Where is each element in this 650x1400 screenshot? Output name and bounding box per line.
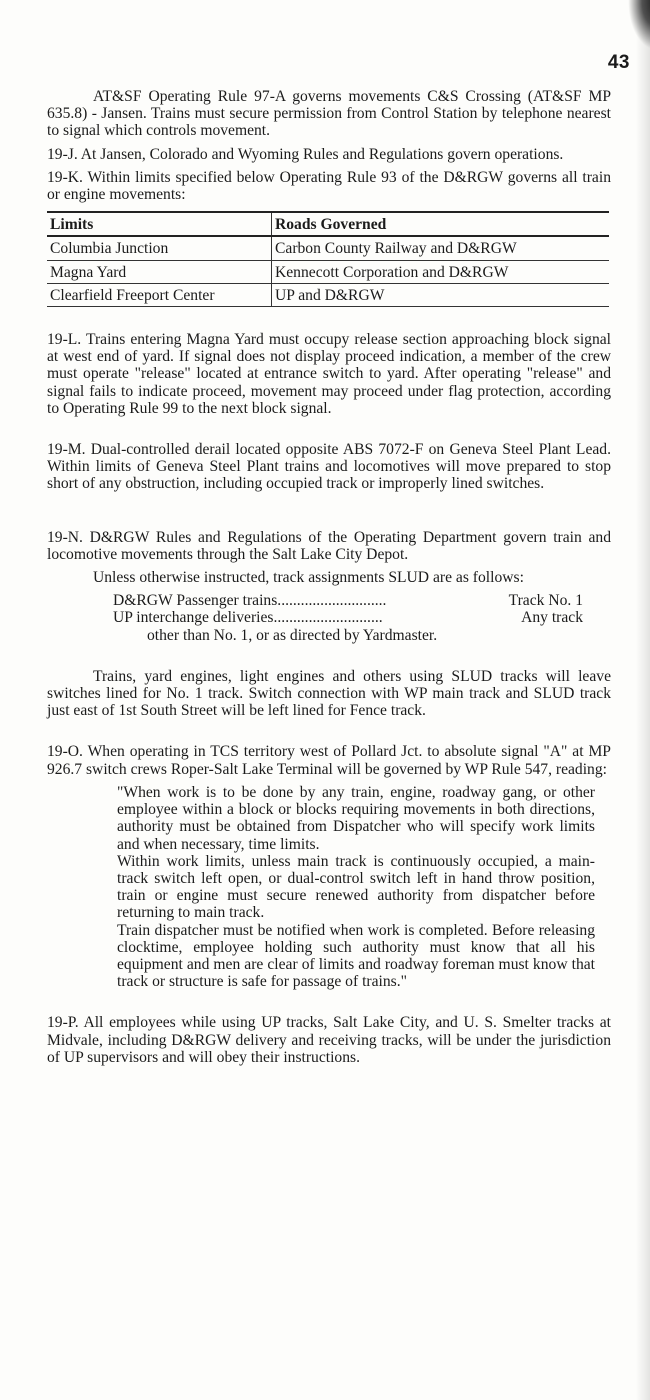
list-item — [113, 592, 583, 609]
assignment-continuation: other than No. 1, or as directed by Yardmaster. — [147, 626, 438, 644]
assignment-value: Track No. 1 — [508, 592, 583, 610]
slud-switch-paragraph: Trains, yard engines, light engines and others using SLUD tracks will leave switches lined for No. 1 track. Switch connection with WP main track and SLUD track just east of 1st South Street will be left lined for Fence track. — [47, 667, 611, 720]
assignment-value: Any track — [521, 609, 583, 627]
rule-19o-paragraph: 19-O. When operating in TCS territory west of Pollard Jct. to absolute signal "A" at MP 926.7 switch crews Roper-Salt Lake Terminal will be governed by WP Rule 547, reading: — [47, 743, 611, 778]
page-content — [47, 88, 611, 1066]
list-item — [113, 609, 583, 626]
table-cell-limits: Clearfield Freeport Center — [47, 283, 272, 306]
column-header-roads-governed: Roads Governed — [272, 212, 610, 236]
rule-19j-paragraph: 19-J. At Jansen, Colorado and Wyoming Rules and Regulations govern operations. — [47, 145, 564, 163]
rule-97a-paragraph: AT&SF Operating Rule 97-A governs movements C&S Crossing (AT&SF MP 635.8) - Jansen. Trains must secure permission from Control Station by telephone nearest to signal which controls movement. — [47, 88, 611, 140]
rule-19l-paragraph: 19-L. Trains entering Magna Yard must occupy release section approaching block signal at west end of yard. If signal does not display proceed indication, a member of the crew must operate "release" located at entrance switch to yard. After operating "release" and signal fails to indicate proceed, movement may proceed under flag protection, according to Operating Rule 99 to the next block signal. — [47, 331, 611, 417]
table-row — [47, 260, 609, 283]
page-edge-shade — [636, 0, 650, 1400]
table-header-row — [47, 212, 609, 236]
track-assignment-intro: Unless otherwise instructed, track assignments SLUD are as follows: — [93, 569, 524, 587]
rule-19n-paragraph: 19-N. D&RGW Rules and Regulations of the Operating Department govern train and locomotive movements through the Salt Lake City Depot. — [47, 528, 611, 563]
table-row — [47, 236, 609, 260]
assignment-label: UP interchange deliveries............................ — [113, 609, 383, 627]
table-cell-roads: UP and D&RGW — [272, 283, 610, 306]
wp-rule-547-quote — [117, 784, 595, 990]
rule-19p-paragraph: 19-P. All employees while using UP tracks, Salt Lake City, and U. S. Smelter tracks at Midvale, including D&RGW delivery and receiving tracks, will be under the jurisdiction of UP supervisors and will obey their instructions. — [47, 1014, 611, 1066]
track-assignment-list — [113, 592, 583, 644]
column-header-limits: Limits — [47, 212, 272, 236]
assignment-label: D&RGW Passenger trains............................ — [113, 592, 387, 610]
table-cell-roads: Carbon County Railway and D&RGW — [272, 236, 610, 260]
table-cell-limits: Magna Yard — [47, 260, 272, 283]
rule-19m-paragraph: 19-M. Dual-controlled derail located opposite ABS 7072-F on Geneva Steel Plant Lead. Within limits of Geneva Steel Plant trains and locomotives will move prepared to stop short of any obstruction, including occupied track or improperly lined switches. — [47, 441, 611, 493]
table-row — [47, 283, 609, 306]
quote-paragraph: Within work limits, unless main track is continuously occupied, a main-track switch left open, or dual-control switch left in hand throw position, train or engine must secure renewed authority from dispatcher before returning to main track. — [117, 852, 595, 922]
page-number: 43 — [607, 52, 630, 73]
table-cell-limits: Columbia Junction — [47, 236, 272, 260]
quote-paragraph: Train dispatcher must be notified when work is completed. Before releasing clocktime, employee holding such authority must know that all his equipment and men are clear of limits and roadway foreman must know that track or structure is safe for passage of trains." — [117, 921, 595, 991]
table-cell-roads: Kennecott Corporation and D&RGW — [272, 260, 610, 283]
rule-19k-paragraph: 19-K. Within limits specified below Operating Rule 93 of the D&RGW governs all train or engine movements: — [47, 168, 611, 204]
quote-paragraph: "When work is to be done by any train, engine, roadway gang, or other employee within a block or blocks requiring movements in both directions, authority must be obtained from Dispatcher who will specify work limits and when necessary, time limits. — [117, 783, 595, 853]
limits-table — [47, 211, 609, 307]
